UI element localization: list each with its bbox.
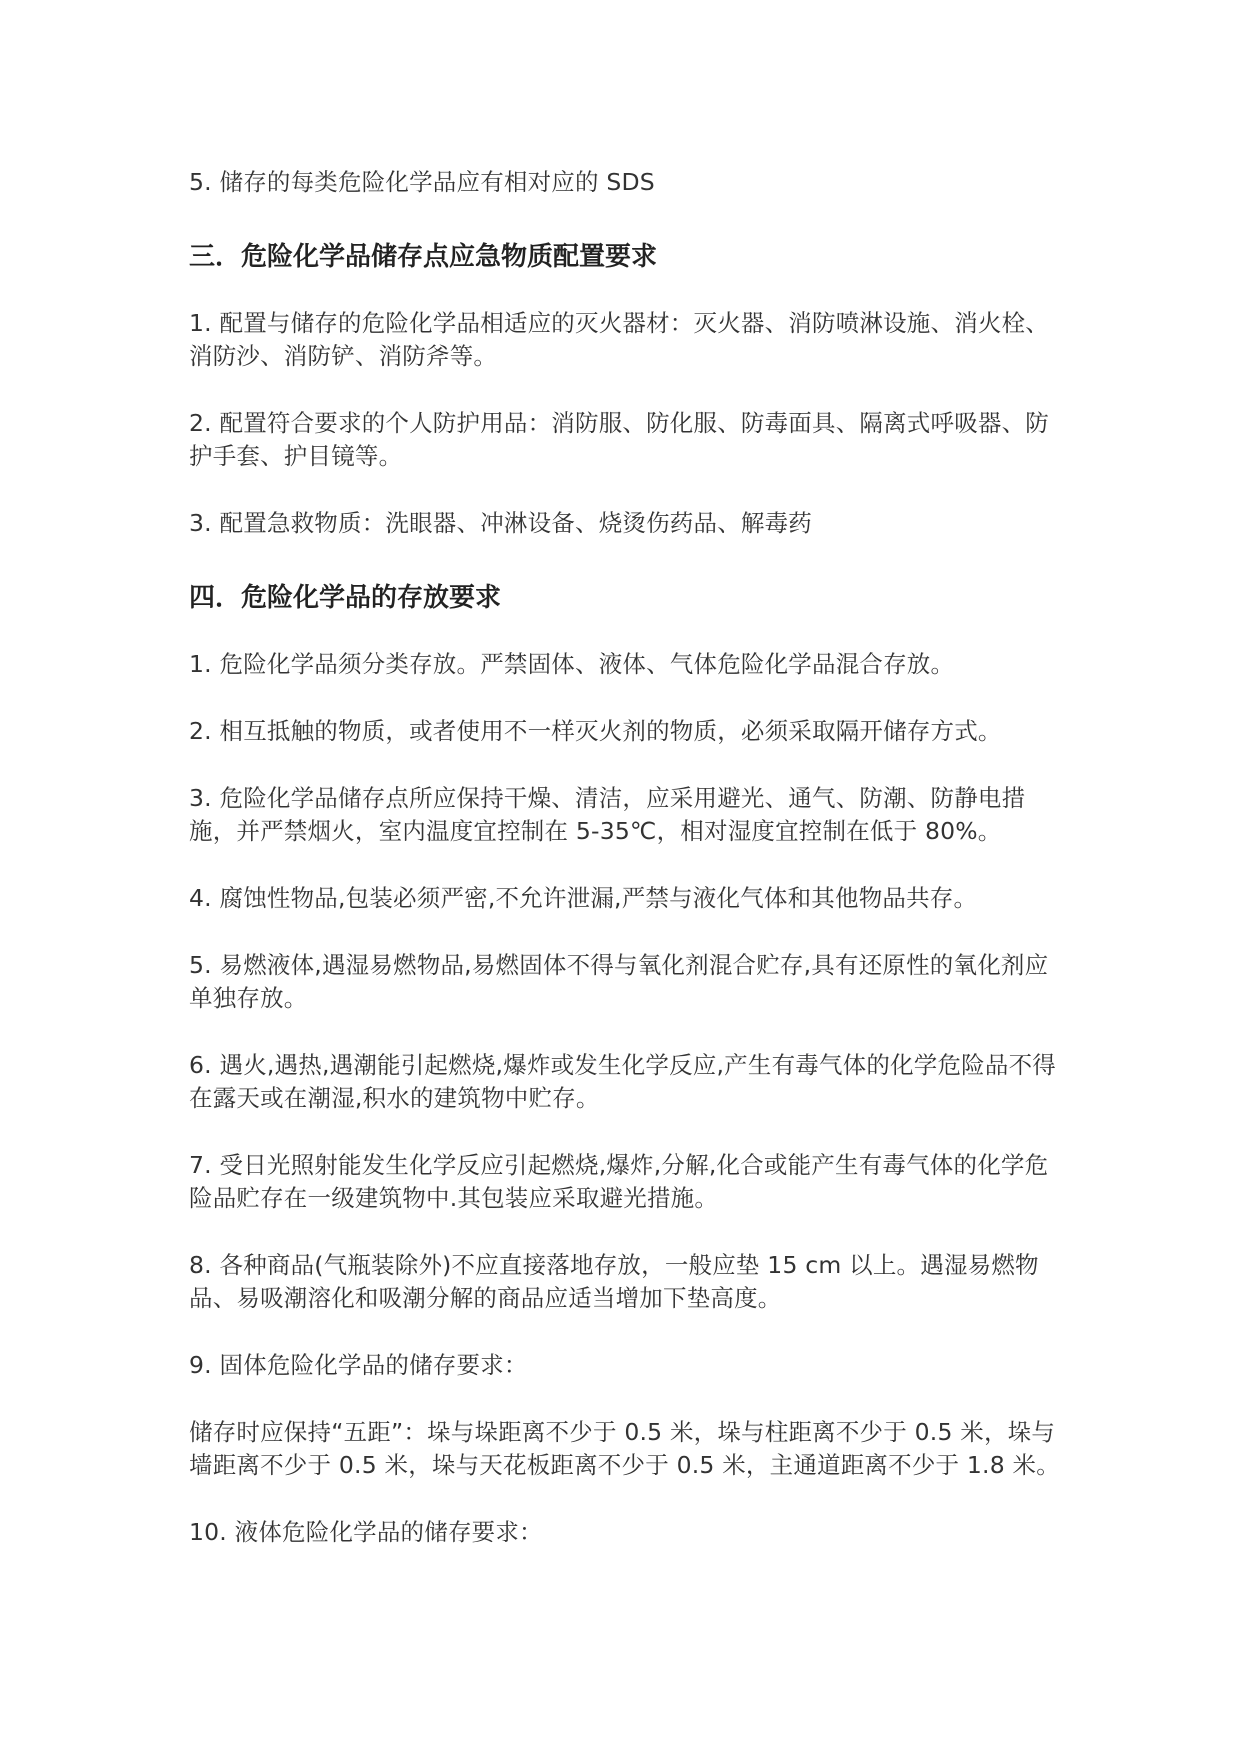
paragraph-five-distances: 储存时应保持“五距”：垛与垛距离不少于 0.5 米，垛与柱距离不少于 0.5 米，垛与墙距离不少于 0.5 米，垛与天花板距离不少于 0.5 米，主通道距离不少于 1.8 米。 bbox=[189, 1418, 1060, 1479]
paragraph-storage-2: 2. 相互抵触的物质，或者使用不一样灭火剂的物质，必须采取隔开储存方式。 bbox=[189, 717, 1002, 745]
paragraph-storage-3: 3. 危险化学品储存点所应保持干燥、清洁，应采用避光、通气、防潮、防静电措施，并严禁烟火，室内温度宜控制在 5-35℃，相对湿度宜控制在低于 80%。 bbox=[189, 784, 1026, 845]
paragraph-storage-9: 9. 固体危险化学品的储存要求： bbox=[189, 1351, 528, 1379]
paragraph-protective-gear: 2. 配置符合要求的个人防护用品：消防服、防化服、防毒面具、隔离式呼吸器、防护手套、护目镜等。 bbox=[189, 409, 1049, 470]
paragraph-storage-1: 1. 危险化学品须分类存放。严禁固体、液体、气体危险化学品混合存放。 bbox=[189, 650, 955, 678]
section-heading-emergency-supplies: 三．危险化学品储存点应急物质配置要求 bbox=[189, 242, 658, 272]
paragraph-storage-7: 7. 受日光照射能发生化学反应引起燃烧,爆炸,分解,化合或能产生有毒气体的化学危险品贮存在一级建筑物中.其包装应采取避光措施。 bbox=[189, 1151, 1049, 1212]
paragraph-storage-4: 4. 腐蚀性物品,包装必须严密,不允许泄漏,严禁与液化气体和其他物品共存。 bbox=[189, 884, 978, 912]
paragraph-sds: 5. 储存的每类危险化学品应有相对应的 SDS bbox=[189, 168, 655, 196]
document-page bbox=[189, 166, 1069, 1583]
paragraph-fire-equipment: 1. 配置与储存的危险化学品相适应的灭火器材：灭火器、消防喷淋设施、消火栓、消防沙、消防铲、消防斧等。 bbox=[189, 309, 1049, 370]
paragraph-storage-5: 5. 易燃液体,遇湿易燃物品,易燃固体不得与氧化剂混合贮存,具有还原性的氧化剂应单独存放。 bbox=[189, 951, 1049, 1012]
paragraph-storage-6: 6. 遇火,遇热,遇潮能引起燃烧,爆炸或发生化学反应,产生有毒气体的化学危险品不得在露天或在潮湿,积水的建筑物中贮存。 bbox=[189, 1051, 1056, 1112]
section-heading-storage-requirements: 四．危险化学品的存放要求 bbox=[189, 583, 502, 613]
paragraph-storage-10: 10. 液体危险化学品的储存要求： bbox=[189, 1518, 543, 1546]
paragraph-storage-8: 8. 各种商品(气瓶装除外)不应直接落地存放，一般应垫 15 cm 以上。遇湿易燃物品、易吸潮溶化和吸潮分解的商品应适当增加下垫高度。 bbox=[189, 1251, 1039, 1312]
paragraph-first-aid: 3. 配置急救物质：洗眼器、冲淋设备、烧烫伤药品、解毒药 bbox=[189, 509, 812, 537]
